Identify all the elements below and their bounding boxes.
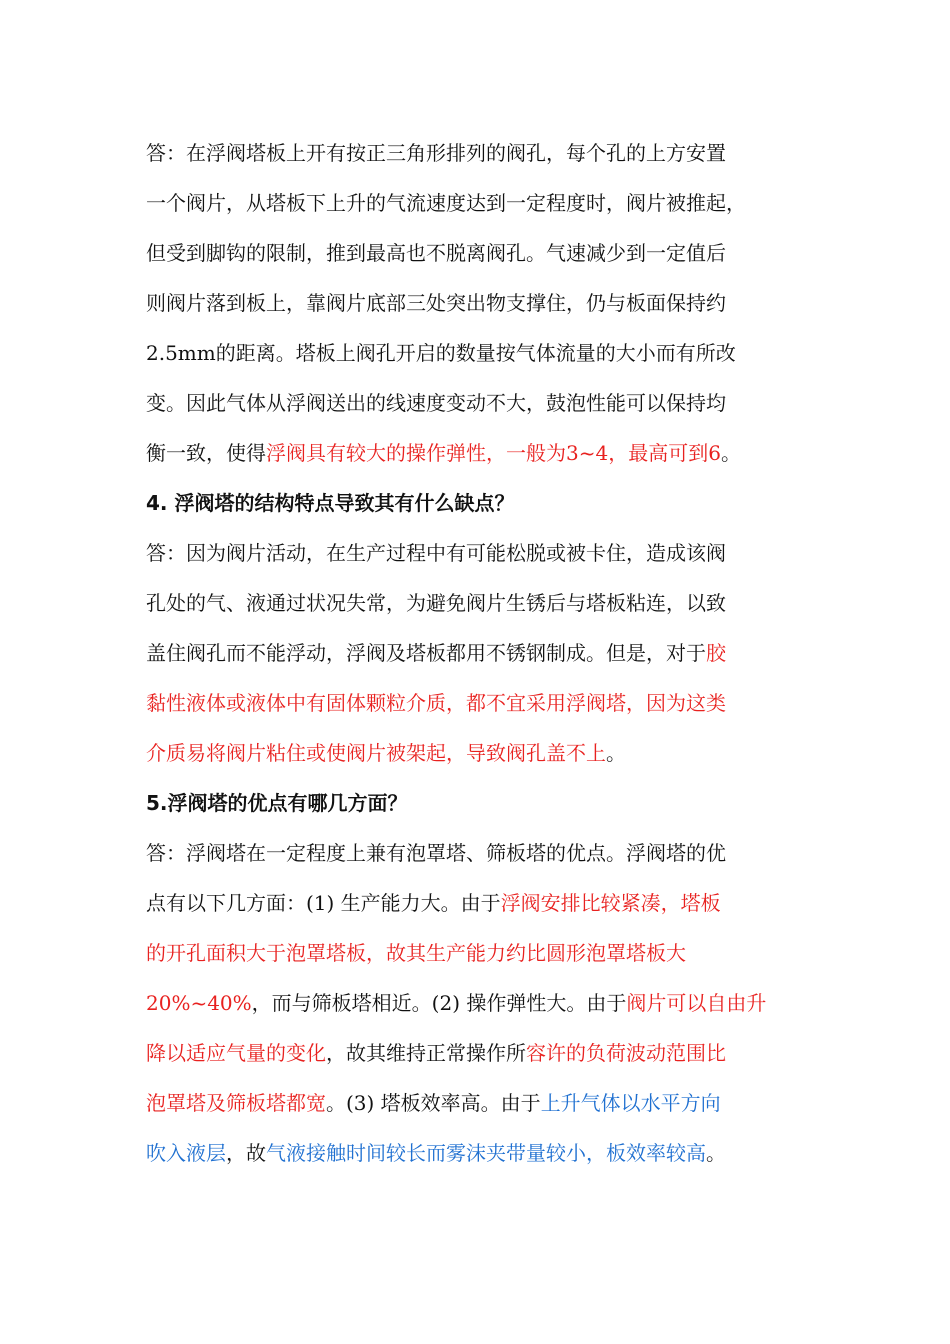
red-highlight-text: 胶 bbox=[706, 641, 726, 665]
blue-highlight-text: 上升气体以水平方向 bbox=[540, 1091, 721, 1115]
text-line bbox=[146, 378, 806, 428]
text-line bbox=[146, 128, 806, 178]
text-line bbox=[146, 728, 806, 778]
text-segment: 盖住阀孔而不能浮动，浮阀及塔板都用不锈钢制成。但是，对于 bbox=[146, 641, 706, 665]
text-line bbox=[146, 1078, 806, 1128]
text-line bbox=[146, 978, 806, 1028]
section-heading bbox=[146, 778, 806, 828]
text-segment: 衡一致，使得 bbox=[146, 441, 266, 465]
text-segment: 2.5mm的距离。塔板上阀孔开启的数量按气体流量的大小而有所改 bbox=[146, 341, 736, 365]
text-segment: 。 bbox=[706, 1141, 726, 1165]
text-segment: ，故 bbox=[226, 1141, 266, 1165]
red-highlight-text: 的开孔面积大于泡罩塔板，故其生产能力约比圆形泡罩塔板大 bbox=[146, 941, 686, 965]
text-segment: 。 bbox=[720, 441, 741, 465]
text-segment: 。 bbox=[606, 741, 626, 765]
text-line bbox=[146, 428, 806, 478]
red-highlight-text: 20%~40% bbox=[146, 991, 252, 1015]
text-segment: 5.浮阀塔的优点有哪几方面？ bbox=[146, 791, 408, 815]
text-line bbox=[146, 1128, 806, 1178]
text-line bbox=[146, 828, 806, 878]
red-highlight-text: 泡罩塔及筛板塔都宽 bbox=[146, 1091, 326, 1115]
text-line bbox=[146, 178, 806, 228]
document-body bbox=[146, 128, 806, 1178]
red-highlight-text: 黏性液体或液体中有固体颗粒介质，都不宜采用浮阀塔，因为这类 bbox=[146, 691, 726, 715]
blue-highlight-text: 气液接触时间较长而雾沫夹带量较小，板效率较高 bbox=[266, 1141, 706, 1165]
text-line bbox=[146, 578, 806, 628]
text-line bbox=[146, 278, 806, 328]
text-segment: 但受到脚钩的限制，推到最高也不脱离阀孔。气速减少到一定值后 bbox=[146, 241, 726, 265]
text-segment: ，故其维持正常操作所 bbox=[326, 1041, 526, 1065]
text-line bbox=[146, 928, 806, 978]
text-segment: ，而与筛板塔相近。(2) 操作弹性大。由于 bbox=[251, 991, 627, 1015]
text-line bbox=[146, 628, 806, 678]
text-segment: 则阀片落到板上，靠阀片底部三处突出物支撑住，仍与板面保持约 bbox=[146, 291, 726, 315]
red-highlight-text: 容许的负荷波动范围比 bbox=[526, 1041, 726, 1065]
text-line bbox=[146, 528, 806, 578]
text-line bbox=[146, 678, 806, 728]
section-heading bbox=[146, 478, 806, 528]
text-segment: 孔处的气、液通过状况失常，为避免阀片生锈后与塔板粘连，以致 bbox=[146, 591, 726, 615]
red-highlight-text: 浮阀具有较大的操作弹性，一般为3~4，最高可到6 bbox=[266, 441, 721, 465]
text-segment: 答：浮阀塔在一定程度上兼有泡罩塔、筛板塔的优点。浮阀塔的优 bbox=[146, 841, 726, 865]
text-segment: 4. 浮阀塔的结构特点导致其有什么缺点？ bbox=[146, 491, 515, 515]
text-segment: 。(3) 塔板效率高。由于 bbox=[326, 1091, 541, 1115]
text-segment: 点有以下几方面：(1) 生产能力大。由于 bbox=[146, 891, 501, 915]
red-highlight-text: 阀片可以自由升 bbox=[626, 991, 767, 1015]
red-highlight-text: 降以适应气量的变化 bbox=[146, 1041, 326, 1065]
text-line bbox=[146, 878, 806, 928]
red-highlight-text: 介质易将阀片粘住或使阀片被架起，导致阀孔盖不上 bbox=[146, 741, 606, 765]
text-line bbox=[146, 228, 806, 278]
text-segment: 一个阀片，从塔板下上升的气流速度达到一定程度时，阀片被推起， bbox=[146, 191, 746, 215]
blue-highlight-text: 吹入液层 bbox=[146, 1141, 226, 1165]
text-line bbox=[146, 1028, 806, 1078]
text-segment: 变。因此气体从浮阀送出的线速度变动不大，鼓泡性能可以保持均 bbox=[146, 391, 726, 415]
text-segment: 答：因为阀片活动，在生产过程中有可能松脱或被卡住，造成该阀 bbox=[146, 541, 726, 565]
text-line bbox=[146, 328, 806, 378]
red-highlight-text: 浮阀安排比较紧凑，塔板 bbox=[500, 891, 721, 915]
text-segment: 答：在浮阀塔板上开有按正三角形排列的阀孔，每个孔的上方安置 bbox=[146, 141, 726, 165]
